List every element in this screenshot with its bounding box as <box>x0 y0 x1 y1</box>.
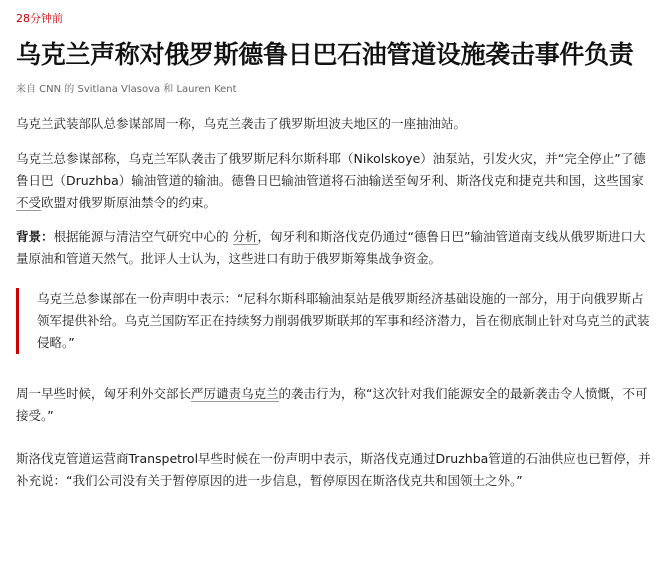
paragraph-1: 乌克兰武装部队总参谋部周一称，乌克兰袭击了俄罗斯坦波夫地区的一座抽油站。 <box>16 116 467 131</box>
link-analysis[interactable]: 分析 <box>232 229 258 244</box>
paragraph-3 <box>16 226 652 270</box>
timestamp: 28分钟前 <box>16 12 63 25</box>
paragraph-2-text-before: 乌克兰总参谋部称，乌克兰军队袭击了俄罗斯尼科尔斯科耶（Nikolskoye）油泵站，引发火灾，并“完全停止”了德鲁日巴（Druzhba）输油管道的输油。德鲁日巴输油管道将石油输送至匈牙利、斯洛伐克和捷克共和国，这些国家 <box>16 151 646 188</box>
link-not-subject[interactable]: 不受 <box>16 195 42 210</box>
paragraph-6: 斯洛伐克管道运营商Transpetrol早些时候在一份声明中表示，斯洛伐克通过Druzhba管道的石油供应也已暂停，并补充说：“我们公司没有关于暂停原因的进一步信息，暂停原因在斯洛伐克共和国领土之外。” <box>16 451 651 488</box>
blockquote <box>16 288 650 354</box>
paragraph-5-text-before: 周一早些时候，匈牙利外交部长 <box>16 386 192 401</box>
paragraph-5-text-after: 的袭击行为，称“这次针对我们能源安全的最新袭击令人愤慨，不可接受。” <box>16 386 648 423</box>
paragraph-5 <box>16 383 652 427</box>
paragraph-2-text-after: 欧盟对俄罗斯原油禁令的约束。 <box>41 195 217 210</box>
byline: 来自 CNN 的 Svitlana Vlasova 和 Lauren Kent <box>16 84 237 95</box>
quote-text: 乌克兰总参谋部在一份声明中表示：“尼科尔斯科耶输油泵站是俄罗斯经济基础设施的一部分，用于向俄罗斯占领军提供补给。乌克兰国防军正在持续努力削弱俄罗斯联邦的军事和经济潜力，旨在彻底制止针对乌克兰的武装侵略。” <box>37 291 650 350</box>
background-label: 背景： <box>16 229 54 244</box>
link-strongly-condemned[interactable]: 严厉谴责乌克兰 <box>191 386 279 401</box>
article-title: 乌克兰声称对俄罗斯德鲁日巴石油管道设施袭击事件负责 <box>16 40 634 69</box>
paragraph-3-text-after: ，匈牙利和斯洛伐克仍通过“德鲁日巴”输油管道南支线从俄罗斯进口大量原油和管道天然气。批评人士认为，这些进口有助于俄罗斯筹集战争资金。 <box>16 229 646 266</box>
paragraph-2 <box>16 148 652 214</box>
article <box>16 12 652 492</box>
paragraph-3-text-before: 根据能源与清洁空气研究中心的 <box>53 229 233 244</box>
